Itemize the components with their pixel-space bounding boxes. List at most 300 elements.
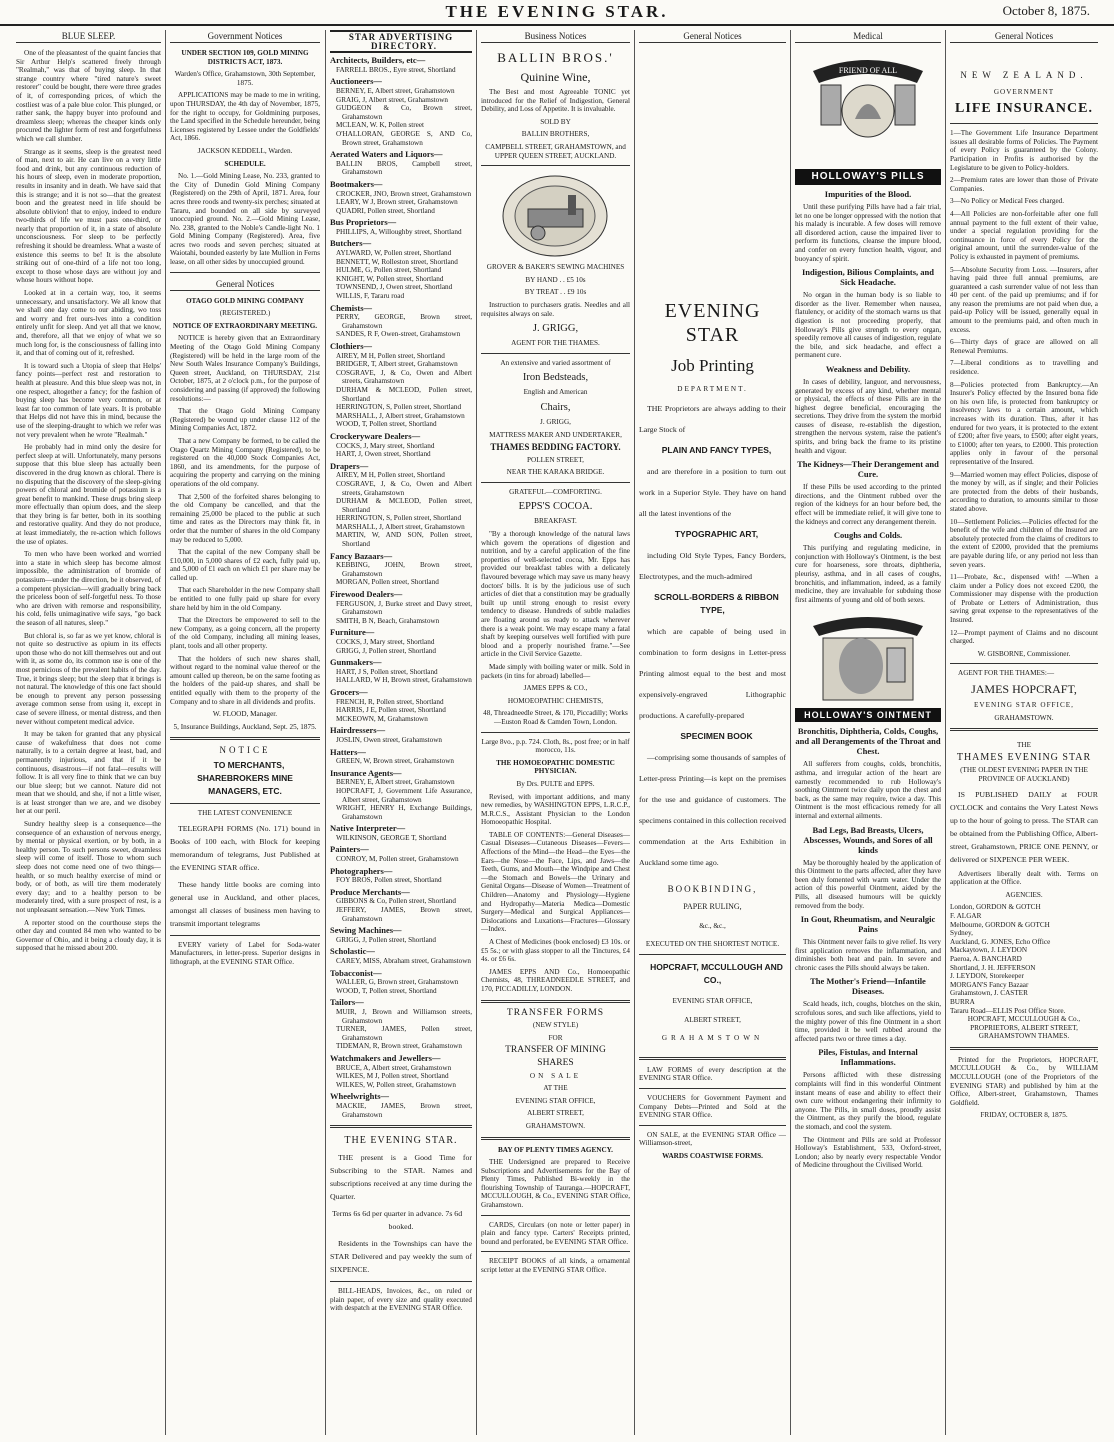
epps-cocoa: EPPS'S COCOA. bbox=[518, 501, 593, 513]
directory-entry: WOOD, T, Pollen street, Shortland bbox=[336, 986, 437, 995]
directory-entry: COCKS, J, Mary street, Shortland bbox=[336, 441, 435, 450]
column-rule bbox=[634, 30, 635, 1435]
directory-entry: WALLER, G, Brown street, Grahamstown bbox=[336, 978, 459, 987]
medical-section-title: Bronchitis, Diphtheria, Colds, Coughs, and all Derangements of the Throat and Chest. bbox=[795, 726, 941, 757]
medical-section-body: All sufferers from coughs, colds, bronchitis, asthma, and irregular action of the heart are earnestly recommended to rub Holloway's soothing Ointment twice daily upon the chest and back, as the same may require, twice a day. This Ointment is the most efficacious remedy for all internal and external ailments. bbox=[795, 760, 941, 820]
directory-category: Bus Proprietors— bbox=[330, 217, 397, 228]
coastwise-forms: WARDS COASTWISE FORMS. bbox=[662, 1151, 763, 1160]
proprietors: HOPCRAFT, MCCULLOUGH & Co., PROPRIETORS, ALBERT STREET, GRAHAMSTOWN THAMES. bbox=[967, 1015, 1081, 1041]
medical-section-body: No organ in the human body is so liable to disorder as the liver. Remember when nausea, flatulency, or acidity of the stomach warns us that digestion is not proceeding properly, that Holloway's Pills give strength to every organ, speedily remove all causes of indigestion, regulate the bile, and sick headache, and effect a permanent cure. bbox=[795, 291, 941, 360]
on-sale: ON SALE bbox=[529, 1071, 582, 1080]
combination-designs: which are capable of being used in combination to form designs in Letter-press Printing almost equal to the best and most expensively-engraved Lithographic productions. A carefully-prepared bbox=[639, 626, 786, 720]
directory-entry: KEBBING, JOHN, Brown street, Grahamstown bbox=[336, 561, 472, 578]
directory-category: Fancy Bazaars— bbox=[330, 550, 393, 561]
directory-entry: HERRINGTON, S, Pollen street, Shortland bbox=[336, 403, 462, 412]
otago-resolution: That 2,500 of the forfeited shares belonging to the old Company be cancelled, and that the remaining 25,000 be placed to the public at such time and rates as the Directors may think fit, in order that the number of shares in the old Company may be reduced to 5,000. bbox=[170, 492, 320, 544]
directory-entry: COCKS, J, Mary street, Shortland bbox=[336, 638, 435, 646]
directory-entry: HARRIS, J E, Pollen street, Shortland bbox=[336, 706, 446, 715]
article-paragraph: A reporter stood on the courthouse steps the other day and counted 84 men who wanted to be Governor of Ohio, and it being a cloudy day, it is supposed that he missed about 200. bbox=[16, 918, 161, 953]
holloways-pills-banner: HOLLOWAY'S PILLS bbox=[795, 169, 941, 185]
applications-notice: APPLICATIONS may be made to me in writing, upon THURSDAY, the 4th day of November, 1875, for the right to occupy, for Goldmining purposes, the Land specified in the Schedule hereunder, being Licenses registered by Lessee under the Goldfields' Act, 1866. bbox=[170, 91, 320, 143]
advertisers-note: Advertisers liberally dealt with. Terms on application at the Office. bbox=[950, 869, 1098, 887]
agency-entry: Grahamstown, J. CASTER bbox=[950, 989, 1028, 998]
directory-category: Watchmakers and Jewellers— bbox=[330, 1052, 441, 1063]
masthead bbox=[0, 0, 1114, 26]
pills-sections bbox=[795, 189, 941, 604]
paper-ruling: PAPER RULING, bbox=[683, 902, 742, 912]
albert-street: ALBERT STREET, bbox=[527, 1109, 584, 1118]
agency-entry: Sydney, bbox=[950, 929, 973, 938]
directory-entry: BERNEY, E, Albert street, Grahamstown bbox=[336, 778, 455, 787]
directory-category: Architects, Builders, etc— bbox=[330, 55, 426, 66]
by-hand-price: BY HAND . . £5 10s bbox=[525, 275, 586, 284]
directory-category: Aerated Waters and Liquors— bbox=[330, 149, 443, 160]
directory-entry: WILKINSON, GEORGE T, Shortland bbox=[336, 833, 447, 842]
issue-date: October 8, 1875. bbox=[1002, 3, 1090, 18]
star-office: EVENING STAR OFFICE, bbox=[515, 1096, 596, 1105]
epps-made: Made simply with boiling water or milk. Sold in packets (in tins for abroad) labelled— bbox=[481, 662, 630, 680]
near-karaka-bridge: NEAR THE KARAKA BRIDGE. bbox=[506, 468, 605, 477]
labels-notice: EVERY variety of Label for Soda-water Manufacturers, in letter-press. Superior designs in lithograph, at the EVENING STAR Office. bbox=[170, 940, 320, 966]
homoeopathic-authors: By Drs. PULTE and EPPS. bbox=[516, 779, 595, 788]
schedule-body: No. 1.—Gold Mining Lease, No. 233, granted to the City of Dunedin Gold Mining Company (Registered) on the 29th of April, 1871. Area, four acres three roods and twenty-six perches; situated at Tararu, and bounded on all side by surveyed unoccupied ground. No. 2.—Gold Mining Lease, No. 238, granted to the Noble's Candle-light No. 1 Gold Mining Company (Registered). Area, five acres two roods and seven perches; situated at Waiotahi, bounded easterly by late Mullion in Ferns lease, on all other sides by unoccupied ground. bbox=[170, 172, 320, 267]
directory-category: Tobacconist— bbox=[330, 967, 382, 978]
printed-for: Printed for the Proprietors, HOPCRAFT, MCCULLOUGH & Co., by WILLIAM MCCULLOUGH (one of the Proprietors of the EVENING STAR) and published by him at the Office, Albert-street, Grahamstown, Thames Goldfield. bbox=[950, 1055, 1098, 1107]
article-paragraph: It may be taken for granted that any physical cause of wakefulness that does not come naturally, is to a certain degree at least, bad, and permanently injurious, and that if it be continuous, disastrous—if not fatal—results will follow. It is all very fine to think that we can buy our blue sleep; but we cannot. Nature did not mean that we should, and she, if not a little wiser, is at least stronger than we are, and we disobey her at our peril. bbox=[16, 730, 161, 816]
medical-section-body: Scald heads, itch, coughs, blotches on the skin, scrofulous sores, and such like affections, yield to the mighty power of this fine Ointment in a short time, provided it be well rubbed around the affected parts two or three times a day. bbox=[795, 1000, 941, 1043]
directory-entry: HART, J S, Pollen street, Shortland bbox=[336, 667, 438, 676]
warden-signature: JACKSON KEDDELL, Warden. bbox=[197, 146, 293, 155]
insurance-item: 8—Policies protected from Bankruptcy.—An Insurer's Policy effected by the Insured bona fide on his own life, is protected from bankruptcy or insolvency laws to a certain amount, which increases with its duration. Thus, after it has endured for two years, it is protected to the extent of £200; after five years, to £500; after eight years, to £1000; after ten years, to £2000. This protection applies only in favour of the personal representative of the Insured. bbox=[950, 380, 1098, 466]
directory-entry: TIDEMAN, R, Brown street, Grahamstown bbox=[336, 1042, 462, 1051]
directory-entry: GRIGG, J, Pollen street, Shortland bbox=[336, 935, 437, 944]
insurance-item: 1—The Government Life Insurance Department issues all desirable forms of Policies. The Payment of every Policy is guaranteed by the Colony. Participation in Profits is authorised by the Legislature to be given to Policy-holders. bbox=[950, 129, 1098, 172]
medical-section-title: The Kidneys—Their Derangement and Cure. bbox=[797, 459, 939, 480]
book-price: Large 8vo., p.p. 724. Cloth, 8s., post free; or in half morocco, 11s. bbox=[481, 737, 630, 755]
holloways-ointment-banner: HOLLOWAY'S OINTMENT bbox=[795, 708, 941, 722]
notice-to-merchants: TO MERCHANTS, SHAREBROKERS MINE MANAGERS, ETC. bbox=[197, 759, 293, 796]
directory-entry: BENNETT, W, Rolleston street, Shortland bbox=[336, 257, 458, 266]
otago-resolution: That a new Company be formed, to be called the Otago Quartz Mining Company (Registered), to be registered on the 40,000 Stock Companies Act, 1860, and its amendments, for the purpose of acquiring the property and carrying on the mining operations of the old company. bbox=[170, 436, 320, 488]
billheads-notice: BILL-HEADS, Invoices, &c., on ruled or plain paper, of every size and quality executed with despatch at the EVENING STAR Office. bbox=[330, 1287, 472, 1313]
directory-entry: MACKIE, JAMES, Brown street, Grahamstown bbox=[336, 1101, 472, 1119]
directory-category: Drapers— bbox=[330, 460, 369, 471]
directory-entry: TOWNSEND, J, Owen street, Shortland bbox=[336, 283, 453, 292]
shortest-notice: EXECUTED ON THE SHORTEST NOTICE. bbox=[645, 940, 780, 949]
telegraph-forms: TELEGRAPH FORMS (No. 171) bound in Books of 100 each, with Block for keeping memorandum of telegrams, Just Published at the EVENING STAR office. bbox=[170, 823, 320, 872]
subscribe-notice: THE present is a Good Time for Subscribing to the STAR. Names and subscriptions received at any time during the Quarter. bbox=[330, 1153, 472, 1202]
iron-bedsteads: Iron Bedsteads, bbox=[522, 372, 589, 384]
star-office-7: EVENING STAR OFFICE, bbox=[974, 701, 1074, 710]
specimen-description: —comprising some thousands of samples of Letter-press Printing—is kept on the premises for the use and guidance of customers. The specimens contained in this collection received commendation at the Arts Exhibition in Auckland some time ago. bbox=[639, 752, 786, 867]
vouchers: VOUCHERS for Government Payment and Company Debts—Printed and Sold at the EVENING STAR Office. bbox=[639, 1093, 786, 1120]
directory-entry: BRUCE, A, Albert street, Grahamstown bbox=[336, 1063, 452, 1072]
receipt-books-notice: RECEIPT BOOKS of all kinds, a ornamental script letter at the EVENING STAR Office. bbox=[481, 1257, 630, 1275]
directory-list bbox=[330, 56, 472, 1119]
directory-entry: COSGRAVE, J, & Co, Owen and Albert streets, Grahamstown bbox=[336, 479, 472, 497]
specimen-book: SPECIMEN BOOK bbox=[680, 730, 753, 741]
directory-entry: PHILLIPS, A, Willoughby street, Shortland bbox=[336, 227, 462, 236]
directory-entry: LEARY, W J, Brown street, Grahamstown bbox=[336, 198, 458, 207]
transfer-forms: TRANSFER FORMS bbox=[506, 1007, 605, 1018]
epps-footer: JAMES EPPS AND Co., Homoeopathic Chemists, 48, THREADNEEDLE STREET, and 170, PICCADILLY, LONDON. bbox=[481, 967, 630, 993]
epps-address: 48, Threadneedle Street, & 170, Piccadilly; Works—Euston Road & Camden Town, London. bbox=[483, 709, 628, 726]
grahamstown: GRAHAMSTOWN. bbox=[525, 1121, 586, 1130]
directory-entry: JOSLIN, Owen street, Grahamstown bbox=[336, 735, 442, 744]
epps-description: "By a thorough knowledge of the natural laws which govern the operations of digestion and nutrition, and by a careful application of the fine properties of well-selected cocoa, Mr. Epps has provided our breakfast tables with a delicately flavoured beverage which may save us many heavy doctors' bills. It is by the judicious use of such articles of diet that a constitution may be gradually built up until strong enough to resist every tendency to disease. Hundreds of subtle maladies are floating around us ready to attack wherever there is a weak point. We may escape many a fatal shaft by keeping ourselves well fortified with pure blood and a properly nourished frame."—See article in the Civil Service Gazette. bbox=[481, 530, 630, 659]
directory-category: Photographers— bbox=[330, 865, 393, 876]
published-daily: IS PUBLISHED DAILY at FOUR O'CLOCK and contains the Very Latest News up to the hour of going to press. The STAR can be obtained from the Publishing Office, Albert-street, Grahamstown, PRICE ONE PENNY, or delivered or SIXPENCE PER WEEK. bbox=[950, 789, 1098, 864]
medical-section-body: May be thoroughly healed by the application of this Ointment to the parts affected, after they have been duly fomented with warm water. Under the action of this powerful Ointment, aided by the Pills, all diseased humours will be quickly removed from the body. bbox=[795, 858, 941, 910]
bay-of-plenty-title: BAY OF PLENTY TIMES AGENCY. bbox=[498, 1145, 613, 1154]
agency-entry: Auckland, G. JONES, Echo Office bbox=[950, 937, 1051, 946]
insurance-item: 3—No Policy or Medical Fees charged. bbox=[950, 197, 1065, 206]
directory-entry: AYLWARD, W, Pollen street, Shortland bbox=[336, 249, 452, 258]
transfer-of-mining: TRANSFER OF MINING bbox=[505, 1045, 606, 1056]
agencies-title: AGENCIES. bbox=[1005, 890, 1043, 899]
quinine-description: The Best and most Agreeable TONIC yet introduced for the Relief of Indigestion, General Debility, and Loss of Appetite. It is invaluable. bbox=[481, 88, 630, 114]
grateful-comforting: GRATEFUL—COMFORTING. bbox=[509, 487, 602, 496]
article-paragraph: To men who have been worked and worried into a state in which sleep has become almost impossible, the administration of bromide of potassium—under the direction, be it observed, of a competent physician—will gradually bring back the priceless boon of self-forgetful ness. To those who are driven with remorse and responsibility, his cold, fells unimaginative wife says, "go back the season of all natures, sleep." bbox=[16, 550, 161, 627]
otago-resolution: That the capital of the new Company shall be £10,000, in 5,000 shares of £2 each, fully paid up, and 5,000 of £1 each on which £1 per share may be called up. bbox=[170, 548, 320, 582]
directory-category: Wheelwrights— bbox=[330, 1091, 390, 1102]
directory-entry: BRIDGER, T, Albert street, Grahamstown bbox=[336, 360, 458, 369]
column-rule bbox=[165, 30, 166, 1435]
column-job-printing bbox=[639, 30, 786, 1435]
column-rule bbox=[325, 30, 326, 1435]
article-paragraph: Sundry healthy sleep is a consequence—the consequence of an exhaustion of nervous energy, by mental or physical exertion, or by both, in a healthy person. To such persons sweet, dreamless sleep will come of itself. Those to whom such sleep does not come need one of two things—health, or so much healthy exercise of mind or body, or of both, as will tire them moderately every day; and to a healthy person to be moderately tired, with a sure prospect of rest, is a not unpleasant sensation.—New York Times. bbox=[16, 820, 161, 914]
otago-address: 5, Insurance Buildings, Auckland, Sept. 25, 1875. bbox=[173, 722, 317, 731]
oldest-paper: (THE OLDEST EVENING PAPER IN THE PROVINCE OF AUCKLAND) bbox=[960, 766, 1088, 783]
medical-section-title: Bad Legs, Bad Breasts, Ulcers, Abscesses, Wounds, and Sores of all kinds bbox=[803, 824, 933, 855]
directory-entry: BALLIN BROS, Campbell street, Grahamstown bbox=[336, 159, 472, 177]
telegraph-title: THE LATEST CONVENIENCE bbox=[197, 808, 293, 817]
holloway-pills-illustration bbox=[799, 49, 937, 169]
newspaper-title: THE EVENING STAR. bbox=[445, 2, 669, 21]
evening-star-title: THE EVENING STAR. bbox=[344, 1135, 458, 1147]
blue-sleep-article bbox=[16, 49, 161, 953]
section-heading: UNDER SECTION 109, GOLD MINING DISTRICTS ACT, 1873. bbox=[181, 49, 309, 66]
directory-entry: FOY BROS, Pollen street, Shortland bbox=[336, 876, 442, 885]
insurance-item: 9—Married women may effect Policies, dispose of the money by will, as if single; and their Policies are protected from the debts of their husbands, according to duration, to amounts similar to those stated above. bbox=[950, 470, 1098, 513]
medical-header: Medical bbox=[795, 30, 941, 43]
directory-category: Native Interpreter— bbox=[330, 823, 406, 834]
albert-street-address: ALBERT STREET, bbox=[684, 1015, 741, 1024]
breakfast: BREAKFAST. bbox=[534, 517, 577, 526]
shares: SHARES bbox=[537, 1057, 574, 1068]
star-office-address: EVENING STAR OFFICE, bbox=[672, 996, 753, 1005]
agency-entry: Melbourne, GORDON & GOTCH bbox=[950, 920, 1050, 929]
insurance-item: 4—All Policies are non-forfeitable after one full annual payment to the full extent of their value, under a special regulation providing for the continuance in force of every Policy for the original amount, until the surrender-value of the Policy is exhausted in payment of premiums. bbox=[950, 209, 1098, 261]
new-style: (NEW STYLE) bbox=[532, 1021, 579, 1030]
directory-category: Painters— bbox=[330, 844, 369, 855]
life-insurance: LIFE INSURANCE. bbox=[955, 101, 1093, 117]
grahamstown-7: GRAHAMSTOWN. bbox=[994, 713, 1054, 722]
directory-entry: QUADRI, Pollen street, Shortland bbox=[336, 206, 435, 215]
directory-category: Bootmakers— bbox=[330, 178, 383, 189]
epps-name: JAMES EPPS & CO., bbox=[523, 684, 588, 693]
agency-entry: Shortland, J. H. JEFFERSON bbox=[950, 963, 1036, 972]
directory-entry: WOOD, T, Pollen street, Shortland bbox=[336, 420, 437, 429]
sold-note: The Ointment and Pills are sold at Professor Holloway's Establishment, 533, Oxford-street, London; also by nearly every respectable Vendor of Medicine throughout the Civilised World. bbox=[795, 1135, 941, 1170]
agencies-list bbox=[950, 903, 1098, 1015]
article-paragraph: Looked at in a certain way, too, it seems unnecessary, and unsatisfactory. We all know that we shall one day come to our abiding, wo toss and worry and fret ours-lves into a condition entirely unfit for sleep. And yet all that we know, and, therefore, all that we enjoy of what we so much long for, is the consciousness of falling into it, and that of coming out of it, refreshed. bbox=[16, 289, 161, 358]
evening-star-big-title: EVENING STAR bbox=[664, 300, 761, 346]
directory-entry: HERRINGTON, S, Pollen street, Shortland bbox=[336, 514, 462, 523]
otago-resolution: That each Shareholder in the new Company shall be entitled to one fully paid up share for every share held by him in the old Company. bbox=[170, 586, 320, 612]
agent-thames: AGENT FOR THE THAMES:— bbox=[958, 669, 1055, 678]
directory-entry: TURNER, JAMES, Pollen street, Grahamstown bbox=[336, 1025, 472, 1042]
medical-section-body: This Ointment never fails to give relief. Its very first application removes the inflammation, and diminishes both heat and pain. In severe and chronic cases the Pills should always be taken. bbox=[795, 938, 941, 972]
column-rule bbox=[790, 30, 791, 1435]
directory-entry: MARSHALL, J, Albert street, Grahamstown bbox=[336, 522, 465, 531]
directory-entry: WILLIS, F, Tararu road bbox=[336, 292, 405, 301]
bookbinding: BOOKBINDING, bbox=[667, 883, 758, 894]
homoeopathic-description: Revised, with important additions, and many new remedies, by WASHINGTON EPPS, L.R.C.P., M.R.C.S., Assistant Physician to the London Homoeopathic Hospital. bbox=[481, 792, 630, 827]
directory-entry: FARRELL BROS., Eyre street, Shortland bbox=[336, 65, 456, 74]
directory-entry: HALLARD, W H, Brown street, Grahamstown bbox=[336, 676, 472, 685]
commissioner: W. GISBORNE, Commissioner. bbox=[977, 649, 1071, 658]
directory-entry: GRAIG, J, Albert street, Grahamstown bbox=[336, 95, 448, 104]
column-rule bbox=[476, 30, 477, 1435]
hopcraft-firm: HOPCRAFT, MCCULLOUGH AND CO., bbox=[650, 961, 783, 985]
directory-entry: MARTIN, W, AND SON, Pollen street, Shortland bbox=[336, 531, 472, 549]
directory-category: Clothiers— bbox=[330, 341, 373, 351]
directory-entry: DURHAM & MCLEOD, Pollen street, Shortland bbox=[336, 385, 472, 403]
typographic-art: TYPOGRAPHIC ART, bbox=[674, 528, 759, 539]
quinine-wine: Quinine Wine, bbox=[520, 70, 591, 84]
article-paragraph: But chloral is, so far as we yet know, chloral is not quite so destructive as opium in its effects upon those who do not kill themselves out and out with it, as some do, its common use is one of the most pernicious of the prevalent habits of the day. True, it brings sleep; but the sleep that it brings is not natural. The knowledge of this one fact should be enough to prevent any person possessing average common sense from using it, except in case of severe illness, or mental distress, and then never without competent medical advice. bbox=[16, 631, 161, 726]
directory-entry: O'HALLORAN, GEORGE S, AND Co, Brown street, Grahamstown bbox=[336, 129, 472, 147]
column-government-notices bbox=[170, 30, 320, 1435]
medical-section-title: Coughs and Colds. bbox=[833, 530, 903, 541]
government-notices-header: Government Notices bbox=[170, 30, 320, 43]
directory-entry: PERRY, GEORGE, Brown street, Grahamstown bbox=[336, 313, 472, 330]
directory-entry: HART, J, Owen street, Shortland bbox=[336, 450, 431, 459]
otago-manager-signature: W. FLOOD, Manager. bbox=[212, 710, 278, 719]
grigg-name: J. GRIGG, bbox=[532, 323, 579, 335]
medical-section-title: The Mother's Friend—Infantile Diseases. bbox=[810, 976, 926, 997]
medical-section-title: Piles, Fistulas, and Internal Inflammations. bbox=[818, 1047, 918, 1068]
scroll-borders: SCROLL-BORDERS & RIBBON TYPE, bbox=[654, 591, 779, 615]
sewing-machine-illustration bbox=[498, 171, 613, 261]
grigg-agent: AGENT FOR THE THAMES. bbox=[511, 339, 600, 348]
medical-section-body: If these Pills be used according to the printed directions, and the Ointment rubbed over the region of the kidneys for an hour before bed, the effect will be immediate relief, it will give tone to the kidneys and correct any derangement therein. bbox=[795, 483, 941, 526]
law-forms: LAW FORMS of every description at the EVENING STAR Office. bbox=[639, 1065, 786, 1083]
column-medical bbox=[795, 30, 941, 1435]
insurance-item: 7—Liberal conditions as to travelling and residence. bbox=[950, 359, 1098, 377]
medical-section-title: Weakness and Debility. bbox=[825, 363, 911, 374]
at-the: AT THE bbox=[543, 1084, 568, 1093]
directory-entry: GRIGG, J, Pollen street, Shortland bbox=[336, 646, 437, 655]
otago-resolution: NOTICE is hereby given that an Extraordinary Meeting of the Otago Gold Mining Company (Registered) will be held in the large room of the New South Wales Insurance Company's Buildings, Queen street, Auckland, on THURSDAY, 21st October, 1875, at 2 o'clock p.m., for the purpose of considering and passing (if approved) the following resolutions:— bbox=[170, 334, 320, 403]
ballin-address: CAMPBELL STREET, GRAHAMSTOWN, and UPPER QUEEN STREET, AUCKLAND. bbox=[485, 142, 626, 160]
directory-entry: MCKEOWN, M, Grahamstown bbox=[336, 714, 428, 723]
directory-entry: DURHAM & MCLEOD, Pollen street, Shortland bbox=[336, 497, 472, 514]
job-printing: Job Printing bbox=[671, 356, 754, 375]
otago-meeting-notice: NOTICE OF EXTRAORDINARY MEETING. bbox=[172, 321, 318, 330]
blue-sleep-header: BLUE SLEEP. bbox=[16, 30, 161, 43]
etc: &c., &c., bbox=[699, 921, 726, 930]
directory-entry: HOPCRAFT, J, Government Life Assurance, Albert street, Grahamstown bbox=[336, 786, 472, 804]
medical-section-title: Impurities of the Blood. bbox=[824, 189, 912, 199]
column-advertising-directory bbox=[330, 30, 472, 1435]
general-notices-subheader: General Notices bbox=[170, 278, 320, 291]
otago-resolution: That the holders of such new shares shall, without regard to the nominal value thereof or the amount called up thereon, be on the same footing as the holders of the paid-up shares, and shall be entitled equally with them to the property of the Company and to share in all dividends and profits. bbox=[170, 654, 320, 706]
ballin-brothers: BALLIN BROTHERS, bbox=[521, 130, 590, 139]
general-notices-header-2: General Notices bbox=[950, 30, 1098, 43]
by-treadle-price: BY TREAT . . £9 10s bbox=[524, 288, 587, 297]
medical-section-title: Indigestion, Bilious Complaints, and Sick Headache. bbox=[801, 267, 935, 288]
directory-entry: CROCKER, JNO, Brown street, Grahamstown bbox=[336, 189, 472, 198]
directory-category: Insurance Agents— bbox=[330, 767, 402, 778]
mattress-maker: MATTRESS MAKER AND UNDERTAKER, bbox=[489, 430, 622, 439]
medical-section-body: This purifying and regulating medicine, in conjunction with Holloway's Ointment, is the best cure for hoarseness, sore throats, diphtheria, pleurisy, asthma, and in all cases of coughs, bronchitis, and inflammation, indeed, as a family medicine, they are invaluable for subduing those first ailments of young and old of both sexes. bbox=[795, 544, 941, 604]
medical-section-body: In cases of debility, languor, and nervousness, generated by excess of any kind, whether mental or physical, the effects of these Pills are in the highest degree beneficial, encouraging the secretions. They drive from the system the morbid causes of disease, re-establish the digestion, strengthen the nervous system, raise the patient's spirits, and bring back the frame to its pristine health and vigour. bbox=[795, 377, 941, 455]
insurance-item: 12—Prompt payment of Claims and no discount charged. bbox=[950, 628, 1098, 646]
ointment-sections bbox=[795, 726, 941, 1131]
directory-entry: MARSHALL, J, Albert street, Grahamstown bbox=[336, 411, 465, 420]
article-paragraph: Strange as it seems, sleep is the greatest need of man, next to air. He can live on a very little food and drink, but any continuous reduction of his hours of sleep, even in moderate proportion, results in insanity and in death. We have said that this is strange; and it is not so—that the greatest boon and the greatest need in life should be absolute oblivion! that to enjoy, indeed to endure two-thirds of life we must pass one-third, or nearly that proportion of it, in a state of absolute unconsciousness. For sleep to be perfectly refreshing it should be dreamless. What a waste of existence this seems to be! It is the absolute striking out of one-third of a life not too long, except to those whose days are without joy and whose hours without hope. bbox=[16, 147, 161, 285]
column-business-notices bbox=[481, 30, 630, 1435]
sold-by: SOLD BY bbox=[540, 117, 571, 126]
grover-baker-label: GROVER & BAKER'S SEWING MACHINES bbox=[486, 263, 625, 272]
directory-category: Scholastic— bbox=[330, 946, 375, 957]
directory-category: Hairdressers— bbox=[330, 725, 386, 736]
pollen-street: POLLEN STREET, bbox=[527, 455, 584, 464]
agency-entry: MORGAN'S Fancy Bazaar bbox=[950, 980, 1029, 989]
agency-entry: BURRA bbox=[950, 997, 975, 1006]
directory-entry: KNIGHT, W, Pollen street, Shortland bbox=[336, 274, 444, 283]
on-sale-notice: ON SALE, at the EVENING STAR Office —Williamson-street, bbox=[639, 1130, 786, 1148]
directory-entry: HULME, G, Pollen street, Shortland bbox=[336, 266, 442, 275]
advertising-directory-header: STAR ADVERTISING DIRECTORY. bbox=[330, 30, 472, 53]
insurance-list bbox=[950, 129, 1098, 646]
directory-entry: JEFFERY, JAMES, Brown street, Grahamstown bbox=[336, 906, 472, 923]
business-notices-header: Business Notices bbox=[481, 30, 630, 43]
insurance-item: 11—Probate, &c., dispensed with! —When a claim under a Policy does not exceed £200, the Commissioner may dispense with the production of Probate or Letters of Administration, thus saving great expense to the representatives of the Insured. bbox=[950, 573, 1098, 625]
directory-category: Auctioneers— bbox=[330, 76, 382, 87]
directory-entry: FRENCH, R, Pollen street, Shortland bbox=[336, 697, 444, 706]
directory-entry: CONROY, M, Pollen street, Grahamstown bbox=[336, 855, 459, 864]
proprietors-intro: THE Proprietors are always adding to their Large Stock of bbox=[639, 403, 786, 434]
directory-category: Crockeryware Dealers— bbox=[330, 430, 421, 441]
superior-style: and are therefore in a position to turn out work in a Superior Style. They have on hand all the latest inventions of the bbox=[639, 466, 786, 518]
cards-notice: CARDS, Circulars (on note or letter paper) in plain and fancy type. Carters' Receipts printed, bound and perforated, be EVENING STAR Office. bbox=[481, 1220, 630, 1246]
homoeopathic-chemists: HOMOEOPATHIC CHEMISTS, bbox=[507, 696, 604, 705]
directory-category: Furniture— bbox=[330, 627, 375, 638]
agency-entry: J. LEYDON, Storekeeper bbox=[950, 972, 1024, 981]
directory-entry: AIREY, M H, Pollen street, Shortland bbox=[336, 471, 445, 480]
directory-category: Produce Merchants— bbox=[330, 886, 410, 897]
directory-entry: AIREY, M H, Pollen street, Shortland bbox=[336, 351, 445, 360]
column-blue-sleep bbox=[16, 30, 161, 1435]
directory-category: Gunmakers— bbox=[330, 657, 382, 668]
directory-category: Butchers— bbox=[330, 238, 372, 249]
agency-entry: Paeroa, A. BANCHARD bbox=[950, 954, 1022, 963]
english-american: English and American bbox=[523, 388, 588, 397]
agency-entry: F. ALGAR bbox=[950, 911, 982, 920]
insurance-item: 10—Settlement Policies.—Policies effected for the benefit of the wife and children of the Insured are absolutely protected from the claims of creditors to the extent of £2000, provided that the premiums are payable during life, or any period not less than seven years. bbox=[950, 517, 1098, 569]
agency-entry: Mackaytown, J. LEYDON bbox=[950, 946, 1028, 955]
old-style-types: including Old Style Types, Fancy Borders, Electrotypes, and the much-admired bbox=[639, 550, 786, 581]
agency-entry: London, GORDON & GOTCH bbox=[950, 903, 1041, 912]
otago-registered: (REGISTERED.) bbox=[219, 309, 271, 318]
notice-title: NOTICE bbox=[219, 745, 271, 756]
government: GOVERNMENT bbox=[993, 87, 1055, 96]
medical-section-body: Persons afflicted with these distressing complaints will find in this wonderful Ointment instant means of ease and ability to effect their own cure without endangering their infirmity to anyone. The Pills, in small doses, proudly assist the Ointment, as they purify the blood, regulate the stomach, and cool the system. bbox=[795, 1071, 941, 1131]
directory-entry: COSGRAVE, J, & Co, Owen and Albert streets, Grahamstown bbox=[336, 368, 472, 386]
homoeopathic-physician: THE HOMOEOPATHIC DOMESTIC PHYSICIAN. bbox=[496, 758, 615, 776]
insurance-item: 2—Premium rates are lower than those of Private Companies. bbox=[950, 176, 1098, 193]
medicine-chest: A Chest of Medicines (book enclosed) £3 10s. or £5 5s.; or with glass stopper to all the Tinctures, £4 4s. or £6 6s. bbox=[481, 938, 630, 964]
directory-category: Firewood Dealers— bbox=[330, 589, 403, 600]
chairs: Chairs, bbox=[540, 401, 571, 413]
article-paragraph: One of the pleasantest of the quaint fancies that Sir Arthur Help's scattered freely through "Realmah," was that of buying sleep. In that strange country where "tired nature's sweet restorer" could be bought, there were three grades of it, of corresponding prices, of which the costliest was of a pale blue color. This plunged, or rather sank, the happy buyer into profound and dreamless sleep; whereas the cheaper kinds only procured the lighter form of rest and forgetfulness which we call slumber. bbox=[16, 49, 161, 143]
bedding-factory: THAMES BEDDING FACTORY. bbox=[490, 442, 621, 453]
friday-date: FRIDAY, OCTOBER 8, 1875. bbox=[980, 1111, 1068, 1120]
column-life-insurance bbox=[950, 30, 1098, 1435]
schedule-title: SCHEDULE. bbox=[224, 159, 266, 168]
directory-category: Chemists— bbox=[330, 302, 373, 313]
grigg-name-2: J. GRIGG, bbox=[540, 417, 571, 426]
otago-resolution: That the Otago Gold Mining Company (Registered) be wound up under clause 112 of the Mining Companies Act, 1872. bbox=[170, 407, 320, 433]
column-rule bbox=[945, 30, 946, 1435]
otago-resolution: That the Directors be empowered to sell to the new Company, as a going concern, all the property of the old Company, including all mining leases, plant, tools and all other property. bbox=[170, 616, 320, 651]
directory-entry: GUDGEON & Co, Brown street, Grahamstown bbox=[336, 104, 472, 121]
general-notices-header: General Notices bbox=[639, 30, 786, 43]
holloway-ointment-illustration bbox=[799, 608, 937, 708]
department: DEPARTMENT. bbox=[677, 385, 748, 393]
ballin-bros-title: BALLIN BROS.' bbox=[497, 50, 614, 65]
bedsteads-intro: An extensive and varied assortment of bbox=[500, 358, 611, 367]
directory-entry: SMITH, B N, Beach, Grahamstown bbox=[336, 616, 440, 625]
friend-of-all-ribbon: FRIEND OF ALL bbox=[838, 66, 898, 75]
telegraph-books: These handy little books are coming into general use in Auckland, and other places, amongst all classes of business men having to transmit important telegrams bbox=[170, 879, 320, 928]
directory-category: Hatters— bbox=[330, 746, 366, 757]
thames-evening-star: THAMES EVENING STAR bbox=[956, 751, 1092, 763]
otago-meeting-body bbox=[170, 334, 320, 706]
grahamstown-address: GRAHAMSTOWN bbox=[661, 1034, 764, 1043]
otago-company-title: OTAGO GOLD MINING COMPANY bbox=[185, 296, 305, 305]
article-paragraph: He probably had in mind only the desire for perfect sleep at will. Unfortunately, many persons suppose that this blue sleep has actually been discovered in the drug known as chloral. There is no disputing that the discovery of the sleep-giving powers of chloral and bromide of potassium is a great benefit to mankind. These drugs bring sleep more effectually than opium does, and the sleep that they bring is far better, both in its soothing and restorative quality. And they do not produce, at least immediately, the re-action which follows the use of opiates. bbox=[16, 443, 161, 546]
directory-entry: CAREY, MISS, Abraham street, Grahamstown bbox=[336, 957, 472, 965]
directory-entry: WILKES, W, Pollen street, Grahamstown bbox=[336, 1080, 456, 1089]
for: FOR bbox=[548, 1033, 563, 1042]
directory-entry: BERNEY, E, Albert street, Grahamstown bbox=[336, 86, 455, 95]
insurance-item: 6—Thirty days of grace are allowed on all Renewal Premiums. bbox=[950, 338, 1098, 355]
medical-section-body: Until these purifying Pills have had a fair trial, let no one be longer oppressed with the notion that his malady is incurable. A few doses will remove all disordered action, cause the impaired liver to perform its functions, cleanse the impure blood, and confer on every function health, vigour, and buoyancy of spirit. bbox=[795, 203, 941, 263]
directory-category: Grocers— bbox=[330, 686, 368, 697]
directory-category: Sewing Machines— bbox=[330, 925, 402, 936]
directory-entry: SANDES, R F, Owen-street, Grahamstown bbox=[336, 330, 461, 339]
article-paragraph: It is toward such a Utopia of sleep that Helps' fancy points—perfect rest and restoration to health at pleasure. And this blue sleep was not, in one respect, altogether a fancy; for the fashion of buying sleep has become very common, or at least far too common of late years. It is probable that Helps did not have this in mind, because the use of the sleeping-draught to which we refer was not very prevalent when he wrote "Realmah." bbox=[16, 361, 161, 439]
township-delivery: Residents in the Townships can have the STAR Delivered and pay weekly the sum of SIXPENCE. bbox=[330, 1239, 472, 1275]
insurance-item: 5—Absolute Security from Loss. —Insurers, after having paid three full annual premiums, are guaranteed a cash surrender value of not less than 40 per cent. of the paid up premiums; and if for any reason the premiums are not paid when due, a paid-up Policy will be issued, generally equal in amount to the premiums paid, and often much in excess. bbox=[950, 265, 1098, 334]
directory-entry: MORGAN, Pollen street, Shortland bbox=[336, 578, 439, 587]
new-zealand: NEW ZEALAND. bbox=[960, 70, 1088, 80]
plain-fancy-types: PLAIN AND FANCY TYPES, bbox=[661, 444, 772, 455]
james-hopcraft: JAMES HOPCRAFT, bbox=[971, 682, 1077, 697]
directory-entry: MCLEAN, W. K, Pollen street bbox=[336, 121, 425, 130]
directory-entry: WRIGHT, HENRY H, Exchange Buildings, Grahamstown bbox=[336, 804, 472, 821]
bay-of-plenty-body: THE Undersigned are prepared to Receive Subscriptions and Advertisements for the Bay of Plenty Times, Published Bi-weekly in the flourishing Township of Tauranga.—HOPCRAFT, MCCULLOUGH, & Co., EVENING STAR Office, Grahamstown. bbox=[481, 1158, 630, 1210]
directory-entry: FERGUSON, J, Burke street and Davy street, Grahamstown bbox=[336, 599, 472, 617]
grover-instruction: Instruction to purchasers gratis. Needles and all requisites always on sale. bbox=[481, 300, 630, 318]
medical-section-title: In Gout, Rheumatism, and Neuralgic Pains bbox=[800, 914, 936, 935]
subscription-terms: Terms 6s 6d per quarter in advance. 7s 6d booked. bbox=[332, 1209, 470, 1232]
directory-category: Tailors— bbox=[330, 997, 364, 1008]
